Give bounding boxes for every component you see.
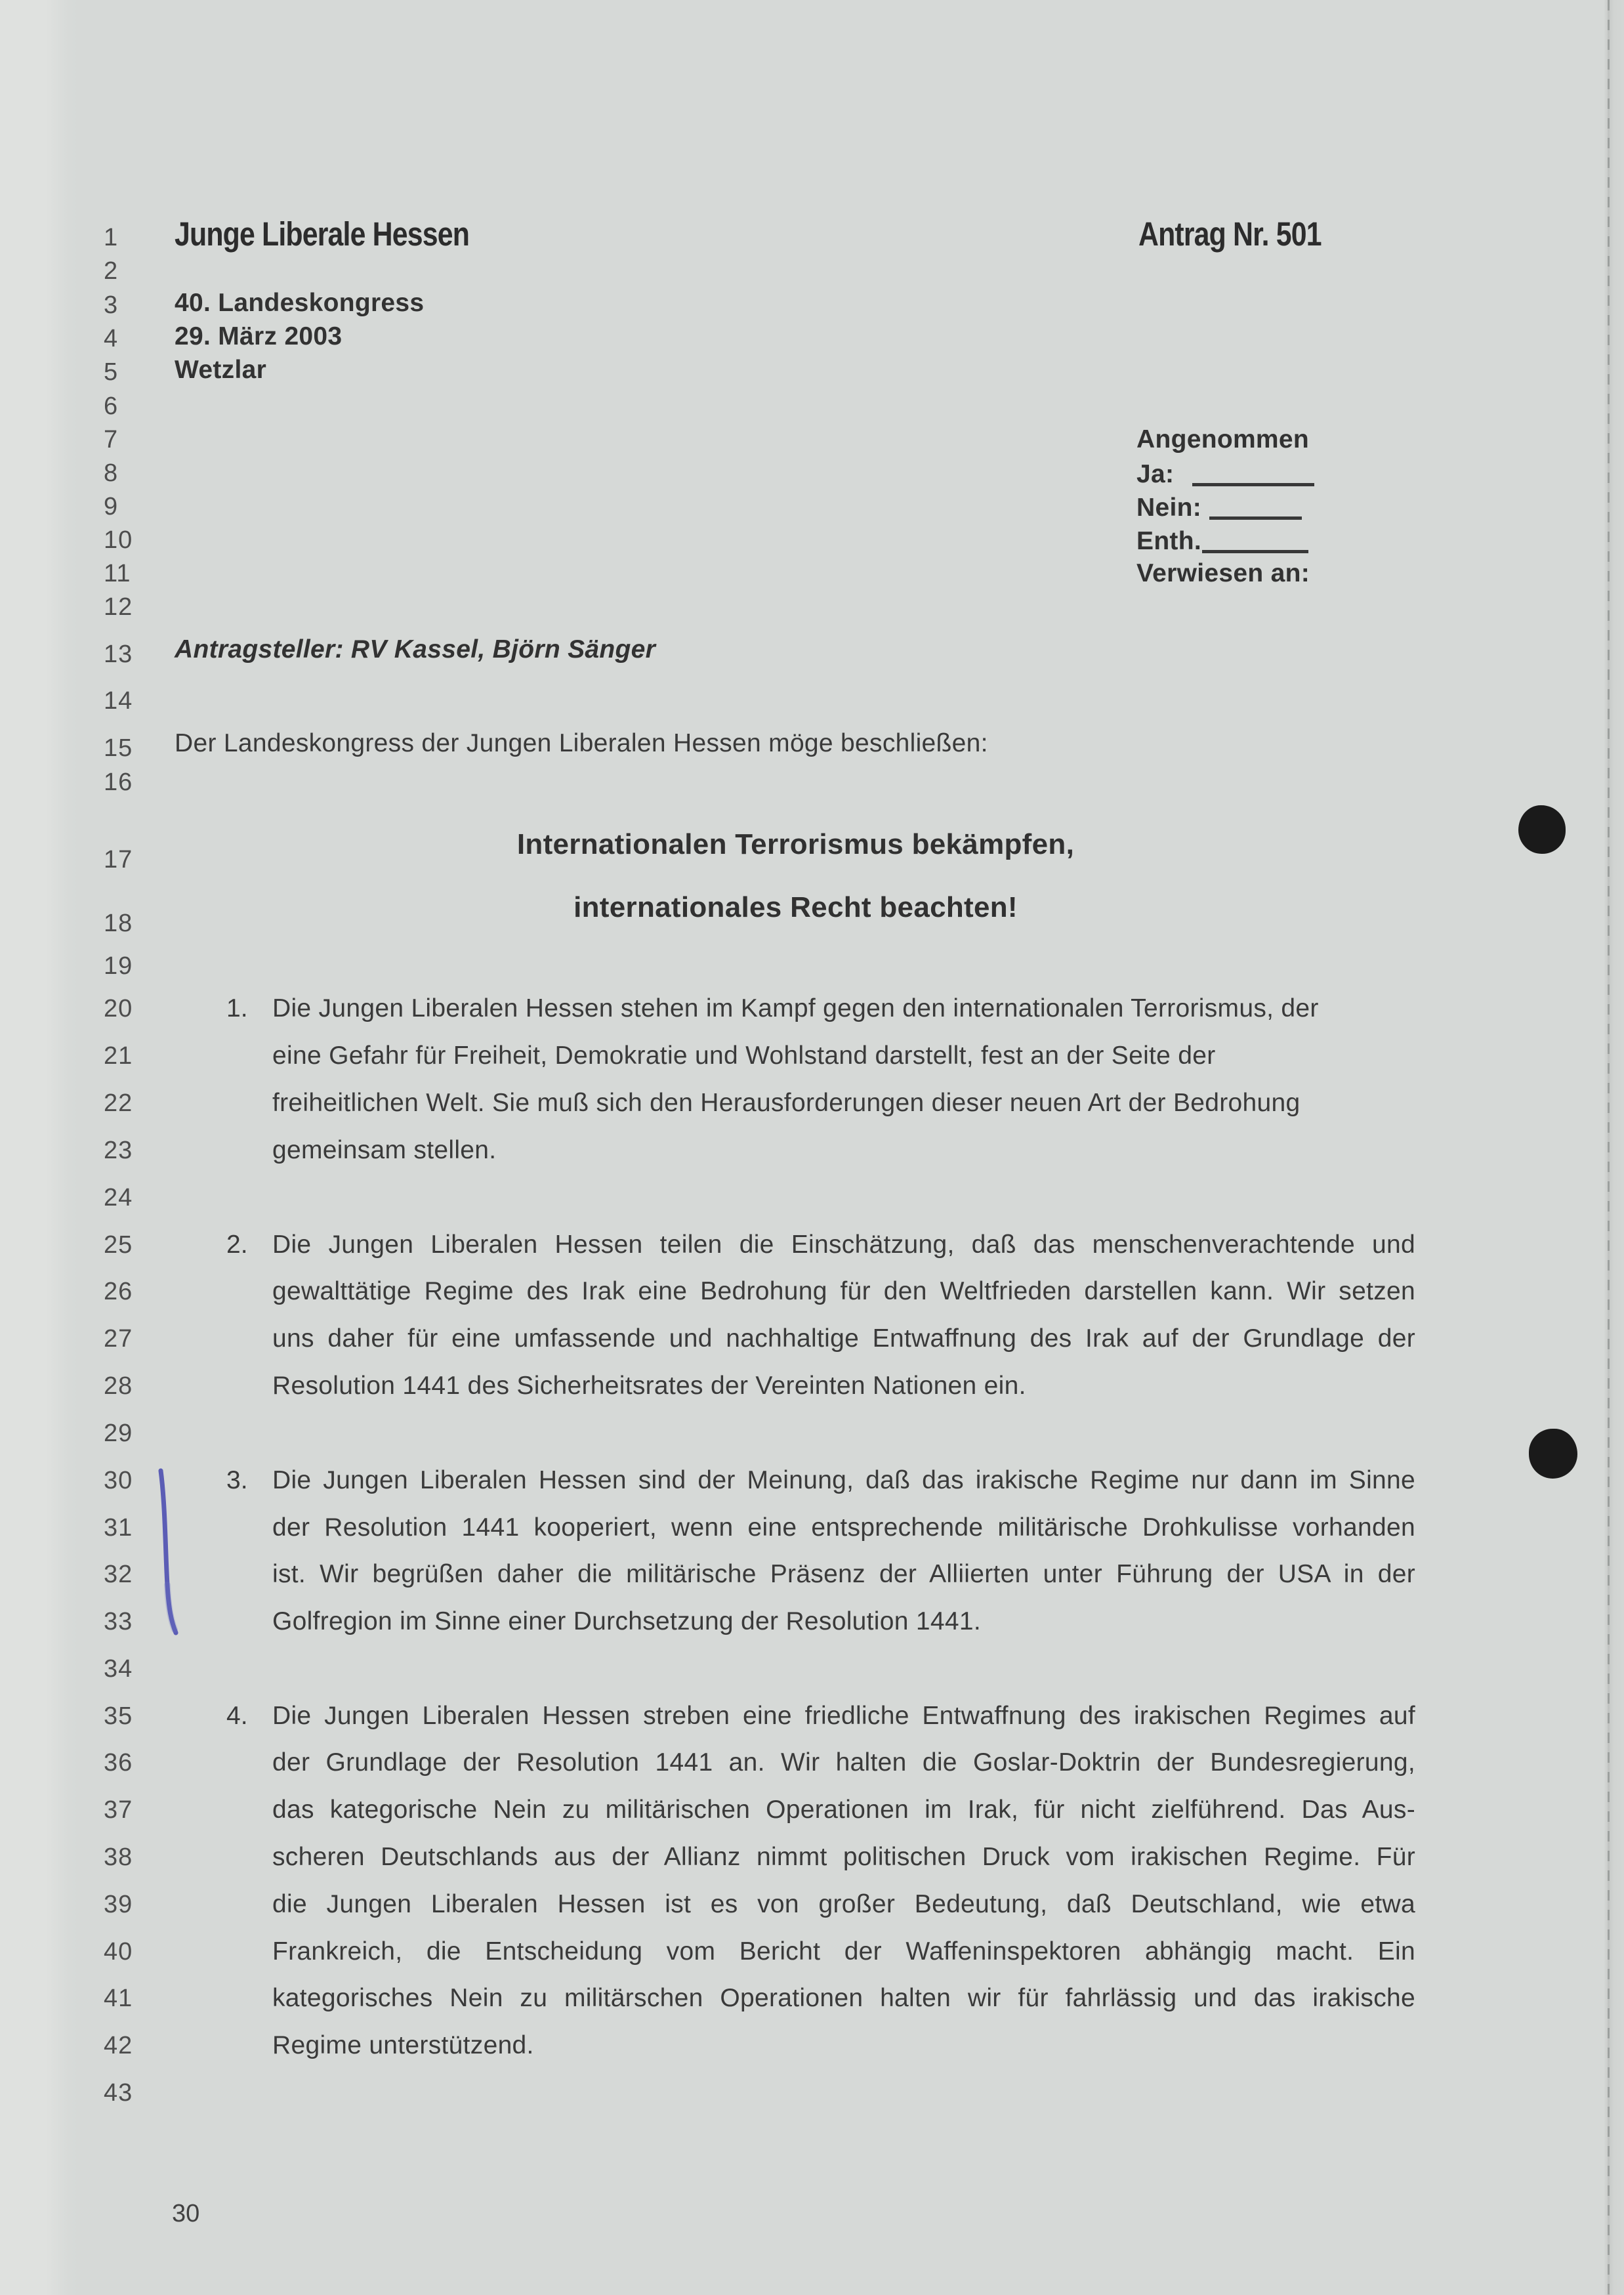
line-number: 1 (104, 224, 119, 251)
line-number: 17 (104, 846, 133, 874)
paragraph-marker: 4. (226, 1702, 248, 1730)
line-number: 39 (104, 1891, 133, 1918)
votes-yes-row (1136, 457, 1314, 491)
line-number: 20 (104, 995, 133, 1022)
paragraph-line: Golfregion im Sinne einer Durchsetzung der Resolution 1441. (272, 1607, 981, 1635)
hole-punch-dot (1518, 805, 1566, 854)
page-edge-line (1608, 0, 1610, 2295)
paragraph-line: die Jungen Liberalen Hessen ist es von großer Bedeutung, daß Deutschland, wie etwa (272, 1890, 1415, 1918)
document-title-line2: internationales Recht beachten! (573, 891, 1018, 923)
abstain-blank (1202, 524, 1308, 553)
votes-yes-blank (1192, 457, 1314, 486)
paragraph-line: ist. Wir begrüßen daher die militärische Präsenz der Alliierten unter Führung der USA in der (272, 1560, 1415, 1588)
status-label: Angenommen (1136, 425, 1310, 453)
line-number: 5 (104, 358, 119, 386)
paragraph-line: kategorisches Nein zu militärschen Operationen halten wir für fahrlässig und das irakische (272, 1984, 1415, 2012)
paragraph-marker: 2. (226, 1231, 248, 1259)
paragraph-line: Die Jungen Liberalen Hessen teilen die Einschätzung, daß das menschenverachtende und (272, 1231, 1415, 1259)
line-number: 43 (104, 2079, 133, 2107)
line-number: 6 (104, 392, 119, 420)
votes-no-blank (1209, 490, 1302, 520)
votes-no-row (1136, 490, 1302, 524)
paragraph-line: der Resolution 1441 kooperiert, wenn eine entsprechende militärische Drohkulisse vorhanden (272, 1513, 1415, 1542)
paragraph-line: freiheitlichen Welt. Sie muß sich den Herausforderungen dieser neuen Art der Bedrohung (272, 1089, 1301, 1117)
line-number: 25 (104, 1231, 133, 1259)
line-number: 18 (104, 910, 133, 937)
document-title-line1: Internationalen Terrorismus bekämpfen, (516, 828, 1075, 860)
line-number: 28 (104, 1372, 133, 1400)
paragraph-line: eine Gefahr für Freiheit, Demokratie und Wohlstand darstellt, fest an der Seite der (272, 1042, 1216, 1070)
paragraph-line: das kategorische Nein zu militärischen Operationen im Irak, für nicht zielführend. Das Aus- (272, 1796, 1415, 1824)
org-title (175, 217, 526, 254)
page-number: 30 (172, 2200, 200, 2227)
line-number: 14 (104, 687, 133, 715)
line-number: 31 (104, 1514, 133, 1542)
line-number: 27 (104, 1325, 133, 1353)
line-number: 23 (104, 1137, 133, 1164)
congress-line: 40. Landeskongress (175, 289, 425, 317)
paragraph-line: uns daher für eine umfassende und nachhaltige Entwaffnung des Irak auf der Grundlage der (272, 1324, 1415, 1353)
paragraph-line: Die Jungen Liberalen Hessen sind der Meinung, daß das irakische Regime nur dann im Sinne (272, 1466, 1415, 1494)
paragraph-line: Die Jungen Liberalen Hessen streben eine friedliche Entwaffnung des irakischen Regimes auf (272, 1702, 1415, 1730)
line-number: 36 (104, 1749, 133, 1777)
line-number: 26 (104, 1278, 133, 1305)
line-number: 12 (104, 593, 133, 621)
line-number: 38 (104, 1843, 133, 1871)
paragraph-line: der Grundlage der Resolution 1441 an. Wir halten die Goslar-Doktrin der Bundesregierung, (272, 1748, 1415, 1777)
abstain-row (1136, 524, 1308, 558)
line-number: 3 (104, 291, 119, 319)
votes-no-label: Nein: (1136, 494, 1201, 522)
line-number: 9 (104, 493, 119, 520)
proposer-line: Antragsteller: RV Kassel, Björn Sänger (175, 635, 656, 663)
pen-margin-mark (148, 1460, 187, 1647)
motion-number (1138, 217, 1356, 254)
line-number: 37 (104, 1796, 133, 1824)
line-number: 15 (104, 734, 133, 762)
line-number: 4 (104, 325, 119, 352)
line-number: 42 (104, 2032, 133, 2059)
line-number: 30 (104, 1467, 133, 1494)
line-number: 2 (104, 257, 119, 285)
line-number: 34 (104, 1655, 133, 1683)
abstain-label: Enth. (1136, 527, 1201, 555)
hole-punch-dot (1529, 1429, 1577, 1479)
paragraph-line: scheren Deutschlands aus der Allianz nimmt politischen Druck vom irakischen Regime. Für (272, 1843, 1415, 1871)
line-number: 11 (104, 560, 131, 587)
line-number: 13 (104, 641, 133, 668)
line-number: 35 (104, 1702, 133, 1730)
paragraph-line: gewalttätige Regime des Irak eine Bedrohung für den Weltfrieden darstellen kann. Wir setzen (272, 1277, 1415, 1305)
line-number: 22 (104, 1089, 133, 1117)
line-number: 33 (104, 1608, 133, 1635)
org-title-text: Junge Liberale Hessen (175, 215, 470, 253)
paragraph-line: Frankreich, die Entscheidung vom Bericht der Waffeninspektoren abhängig macht. Ein (272, 1937, 1415, 1966)
line-number: 40 (104, 1938, 133, 1966)
line-number: 24 (104, 1184, 133, 1211)
paragraph-marker: 1. (226, 994, 248, 1022)
line-number: 8 (104, 459, 119, 487)
intro-line: Der Landeskongress der Jungen Liberalen Hessen möge beschließen: (175, 729, 988, 757)
paragraph-line: Resolution 1441 des Sicherheitsrates der Vereinten Nationen ein. (272, 1372, 1026, 1400)
line-number: 7 (104, 426, 119, 453)
line-number: 41 (104, 1985, 133, 2012)
line-number: 21 (104, 1042, 133, 1070)
referred-to-label: Verwiesen an: (1136, 559, 1310, 587)
votes-yes-label: Ja: (1136, 460, 1175, 488)
line-number: 29 (104, 1420, 133, 1447)
motion-number-text: Antrag Nr. 501 (1138, 215, 1322, 253)
line-number: 10 (104, 526, 133, 554)
paragraph-line: Regime unterstützend. (272, 2031, 534, 2059)
paragraph-line: gemeinsam stellen. (272, 1136, 497, 1164)
place-line: Wetzlar (175, 356, 267, 384)
date-line: 29. März 2003 (175, 322, 343, 350)
paragraph-marker: 3. (226, 1466, 248, 1494)
line-number: 16 (104, 769, 133, 796)
line-number: 32 (104, 1561, 133, 1588)
paragraph-line: Die Jungen Liberalen Hessen stehen im Kampf gegen den internationalen Terrorismus, der (272, 994, 1319, 1022)
line-number: 19 (104, 952, 133, 980)
